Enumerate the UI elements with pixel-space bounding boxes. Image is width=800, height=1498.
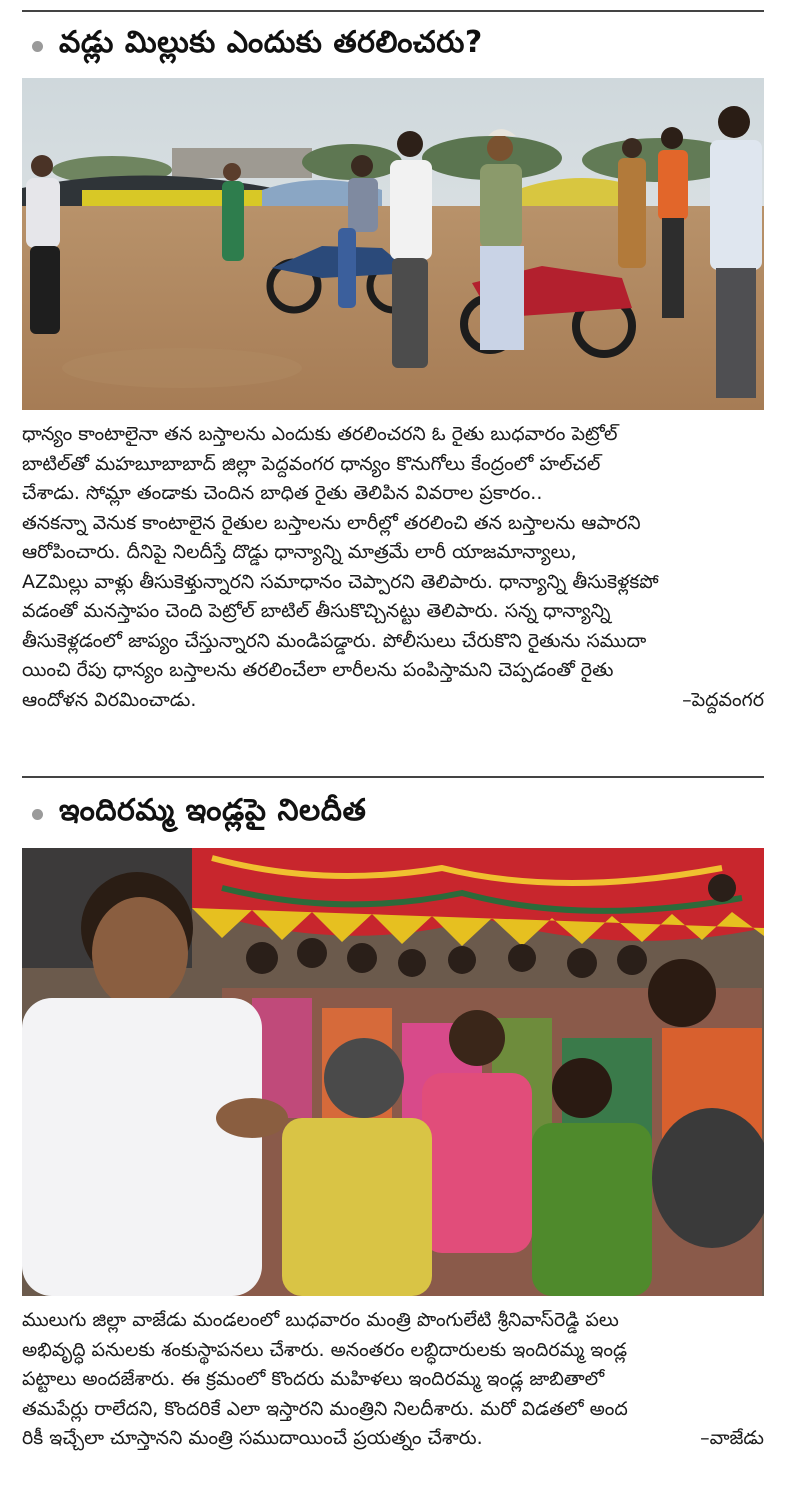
top-rule bbox=[22, 10, 764, 12]
story2-body bbox=[22, 1306, 764, 1454]
story2-closing-text: రికీ ఇచ్చేలా చూస్తానని మంత్రి సముదాయించే ప్రయత్నం చేశారు. bbox=[22, 1427, 483, 1449]
story2-line: ములుగు జిల్లా వాజేడు మండలంలో బుధవారం మంత్రి పొంగులేటి శ్రీనివాస్‌రెడ్డి పలు bbox=[22, 1309, 619, 1331]
story1-headline bbox=[22, 26, 764, 66]
story2-line: అభివృద్ధి పనులకు శంకుస్థాపనలు చేశారు. అనంతరం లబ్ధిదారులకు ఇందిరమ్మ ఇండ్ల bbox=[22, 1338, 628, 1361]
story1-line: ధాన్యం కాంటాలైనా తన బస్తాలను ఎందుకు తరలించరని ఓ రైతు బుధవారం పెట్రోల్ bbox=[22, 423, 618, 445]
story2-photo bbox=[22, 848, 764, 1296]
story1-line: చేశాడు. సోమ్లా తండాకు చెందిన బాధిత రైతు తెలిపిన వివరాల ప్రకారం.. bbox=[22, 482, 543, 504]
section-divider bbox=[22, 776, 764, 778]
bullet-icon bbox=[32, 41, 43, 52]
story2-line: పట్టాలు అందజేశారు. ఈ క్రమంలో కొందరు మహిళలు ఇందిరమ్మ ఇండ్ల జాబితాలో bbox=[22, 1368, 605, 1390]
story1-line: బాటిల్‌తో మహబూబాబాద్ జిల్లా పెద్దవంగర ధాన్యం కొనుగోలు కేంద్రంలో హల్‌చల్ bbox=[22, 452, 601, 475]
story2-headline-text: ఇందిరమ్మ ఇండ్లపై నిలదీత bbox=[59, 793, 367, 828]
story1-photo bbox=[22, 78, 764, 410]
bullet-icon bbox=[32, 809, 43, 820]
story1-line: వడంతో మనస్తాపం చెంది పెట్రోల్ బాటిల్ తీసుకొచ్చినట్టు తెలిపారు. సన్న ధాన్యాన్ని bbox=[22, 600, 611, 622]
story1-line: తనకన్నా వెనుక కాంటాలైన రైతుల బస్తాలను లారీల్లో తరలించి తన బస్తాలను ఆపారని bbox=[22, 511, 641, 534]
story1-line: ఆరోపించారు. దీనిపై నిలదీస్తే దొడ్డు ధాన్యాన్ని మాత్రమే లారీ యాజమాన్యాలు, bbox=[22, 541, 577, 563]
story2-line: తమపేర్లు రాలేదని, కొందరికే ఎలా ఇస్తారని మంత్రిని నిలదీశారు. మరో విడతలో అంద bbox=[22, 1397, 628, 1420]
story1-last-line bbox=[22, 686, 764, 716]
story1-line: తీసుకెళ్లడంలో జాప్యం చేస్తున్నారని మండిపడ్డారు. పోలీసులు చేరుకొని రైతును సముదా bbox=[22, 629, 647, 652]
story1-line: యించి రేపు ధాన్యం బస్తాలను తరలించేలా లారీలను పంపిస్తామని చెప్పడంతో రైతు bbox=[22, 659, 614, 681]
story1-closing-text: ఆందోళన విరమించాడు. bbox=[22, 688, 197, 711]
story2-headline bbox=[22, 794, 764, 834]
story1-dateline: –పెద్దవంగర bbox=[682, 688, 764, 711]
story2-dateline: –వాజేడు bbox=[700, 1427, 764, 1449]
story1-body bbox=[22, 420, 764, 715]
story2-last-line bbox=[22, 1424, 764, 1454]
story1-headline-text: వడ్లు మిల్లుకు ఎందుకు తరలించరు? bbox=[59, 25, 483, 60]
story1-line: AZమిల్లు వాళ్లు తీసుకెళ్తున్నారని సమాధానం చెప్పారని తెలిపారు. ధాన్యాన్ని తీసుకెళ్లకపో bbox=[22, 570, 659, 593]
